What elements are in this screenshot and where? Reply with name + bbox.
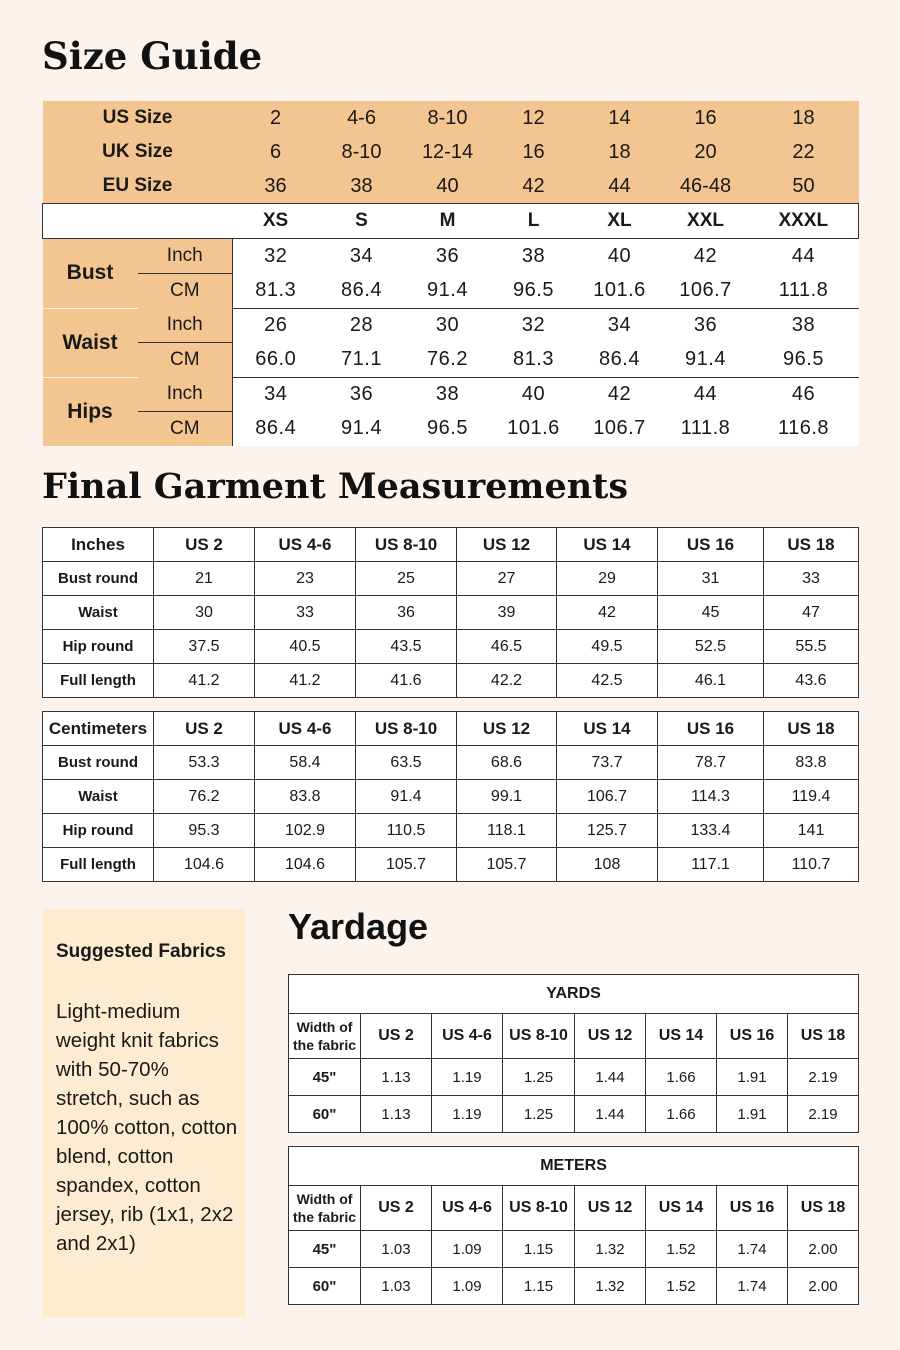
letter-size: S xyxy=(319,204,405,239)
table-cell: 1.52 xyxy=(646,1268,717,1305)
table-cell: 39 xyxy=(457,596,557,630)
table-cell: 1.15 xyxy=(503,1268,575,1305)
measurement-value: 91.4 xyxy=(663,343,749,378)
table-cell: 1.19 xyxy=(432,1059,503,1096)
table-cell: 119.4 xyxy=(764,780,859,814)
measurement-name: Hips xyxy=(43,377,138,446)
table-cell: 30 xyxy=(154,596,255,630)
column-header: US 18 xyxy=(764,528,859,562)
measurement-value: 76.2 xyxy=(405,343,491,378)
table-cell: 99.1 xyxy=(457,780,557,814)
table-cell: 43.6 xyxy=(764,664,859,698)
table-cell: 105.7 xyxy=(356,848,457,882)
table-row xyxy=(43,746,859,780)
measurement-value: 32 xyxy=(233,239,319,274)
measurement-value: 96.5 xyxy=(405,412,491,447)
table-cell: 43.5 xyxy=(356,630,457,664)
table-cell: 83.8 xyxy=(764,746,859,780)
measurement-row xyxy=(43,343,859,378)
column-header: US 8-10 xyxy=(503,1186,575,1231)
size-value: 14 xyxy=(577,101,663,135)
table-cell: 68.6 xyxy=(457,746,557,780)
measurement-value: 86.4 xyxy=(577,343,663,378)
column-header: US 4-6 xyxy=(255,712,356,746)
measurement-value: 36 xyxy=(319,377,405,412)
table-cell: 25 xyxy=(356,562,457,596)
unit-header: Centimeters xyxy=(43,712,154,746)
row-label: Bust round xyxy=(43,746,154,780)
measurement-value: 106.7 xyxy=(663,274,749,309)
table-caption: METERS xyxy=(289,1147,859,1186)
row-label: 60" xyxy=(289,1096,361,1133)
table-cell: 1.19 xyxy=(432,1096,503,1133)
table-cell: 42 xyxy=(557,596,658,630)
row-label: Bust round xyxy=(43,562,154,596)
size-value: 46-48 xyxy=(663,169,749,204)
size-value: 42 xyxy=(491,169,577,204)
garment-centimeters-table xyxy=(42,711,859,882)
table-cell: 73.7 xyxy=(557,746,658,780)
table-cell: 55.5 xyxy=(764,630,859,664)
row-label: Full length xyxy=(43,664,154,698)
letter-size: M xyxy=(405,204,491,239)
column-header: US 14 xyxy=(646,1014,717,1059)
table-cell: 1.09 xyxy=(432,1268,503,1305)
table-row xyxy=(289,1096,859,1133)
table-cell: 106.7 xyxy=(557,780,658,814)
size-value: 18 xyxy=(749,101,859,135)
size-value: 40 xyxy=(405,169,491,204)
measurement-value: 111.8 xyxy=(749,274,859,309)
row-label: Hip round xyxy=(43,814,154,848)
measurement-value: 44 xyxy=(663,377,749,412)
measurement-value: 66.0 xyxy=(233,343,319,378)
measurement-value: 38 xyxy=(491,239,577,274)
size-value: 16 xyxy=(491,135,577,169)
measurement-value: 116.8 xyxy=(749,412,859,447)
column-header: US 14 xyxy=(557,712,658,746)
measurement-value: 111.8 xyxy=(663,412,749,447)
letter-size: XL xyxy=(577,204,663,239)
size-value: 8-10 xyxy=(405,101,491,135)
measurement-value: 34 xyxy=(577,308,663,343)
table-cell: 21 xyxy=(154,562,255,596)
table-cell: 1.66 xyxy=(646,1059,717,1096)
row-label: 60" xyxy=(289,1268,361,1305)
table-cell: 1.52 xyxy=(646,1231,717,1268)
row-label: 45" xyxy=(289,1231,361,1268)
letter-size-row xyxy=(43,204,859,239)
letter-size: XS xyxy=(233,204,319,239)
size-value: 4-6 xyxy=(319,101,405,135)
column-header: US 16 xyxy=(658,528,764,562)
table-cell: 117.1 xyxy=(658,848,764,882)
table-cell: 110.5 xyxy=(356,814,457,848)
table-cell: 1.91 xyxy=(717,1059,788,1096)
row-label: 45" xyxy=(289,1059,361,1096)
table-cell: 47 xyxy=(764,596,859,630)
size-value: 22 xyxy=(749,135,859,169)
measurement-value: 36 xyxy=(405,239,491,274)
table-header-row xyxy=(43,528,859,562)
table-cell: 1.44 xyxy=(575,1059,646,1096)
row-label: Waist xyxy=(43,780,154,814)
table-cell: 53.3 xyxy=(154,746,255,780)
measurement-value: 106.7 xyxy=(577,412,663,447)
size-system-label: US Size xyxy=(43,101,233,135)
unit-header: Inches xyxy=(43,528,154,562)
table-cell: 1.13 xyxy=(361,1059,432,1096)
table-cell: 36 xyxy=(356,596,457,630)
table-row xyxy=(43,780,859,814)
size-value: 38 xyxy=(319,169,405,204)
measurement-value: 40 xyxy=(491,377,577,412)
yardage-yards-table xyxy=(288,974,859,1133)
table-cell: 91.4 xyxy=(356,780,457,814)
table-cell: 83.8 xyxy=(255,780,356,814)
column-header: US 8-10 xyxy=(356,528,457,562)
measurement-value: 46 xyxy=(749,377,859,412)
yardage-meters-table xyxy=(288,1146,859,1305)
table-row xyxy=(43,664,859,698)
table-caption: YARDS xyxy=(289,975,859,1014)
measurement-value: 96.5 xyxy=(749,343,859,378)
unit-label: CM xyxy=(138,343,233,378)
column-header: US 16 xyxy=(658,712,764,746)
measurement-value: 34 xyxy=(233,377,319,412)
measurement-row xyxy=(43,377,859,412)
column-header: US 8-10 xyxy=(356,712,457,746)
measurement-value: 81.3 xyxy=(233,274,319,309)
table-cell: 125.7 xyxy=(557,814,658,848)
table-cell: 1.03 xyxy=(361,1268,432,1305)
measurement-value: 91.4 xyxy=(405,274,491,309)
table-cell: 2.00 xyxy=(788,1231,859,1268)
table-header-row xyxy=(43,712,859,746)
table-cell: 1.03 xyxy=(361,1231,432,1268)
table-header-row xyxy=(289,1014,859,1059)
letter-size: XXL xyxy=(663,204,749,239)
table-cell: 33 xyxy=(764,562,859,596)
table-caption-row xyxy=(289,975,859,1014)
yardage-title: Yardage xyxy=(288,906,429,947)
table-cell: 1.66 xyxy=(646,1096,717,1133)
column-header: US 18 xyxy=(788,1186,859,1231)
table-cell: 1.13 xyxy=(361,1096,432,1133)
table-row xyxy=(289,1059,859,1096)
table-cell: 46.1 xyxy=(658,664,764,698)
measurement-row xyxy=(43,412,859,447)
table-cell: 1.09 xyxy=(432,1231,503,1268)
unit-label: Inch xyxy=(138,377,233,412)
measurement-value: 28 xyxy=(319,308,405,343)
size-system-label: UK Size xyxy=(43,135,233,169)
size-value: 12 xyxy=(491,101,577,135)
column-header: US 4-6 xyxy=(432,1186,503,1231)
table-cell: 31 xyxy=(658,562,764,596)
measurement-row xyxy=(43,308,859,343)
table-cell: 41.6 xyxy=(356,664,457,698)
table-cell: 41.2 xyxy=(154,664,255,698)
size-value: 36 xyxy=(233,169,319,204)
table-cell: 27 xyxy=(457,562,557,596)
row-label: Full length xyxy=(43,848,154,882)
table-cell: 1.74 xyxy=(717,1268,788,1305)
size-value: 16 xyxy=(663,101,749,135)
unit-label: CM xyxy=(138,412,233,447)
width-of-fabric-header: Width of the fabric xyxy=(289,1014,361,1059)
column-header: US 8-10 xyxy=(503,1014,575,1059)
table-row xyxy=(43,596,859,630)
column-header: US 12 xyxy=(575,1014,646,1059)
column-header: US 2 xyxy=(154,712,255,746)
suggested-fabrics-text: Light-medium weight knit fabrics with 50-70% stretch, such as 100% cotton, cotton blend, cotton spandex, cotton jersey, rib (1x1, 2x2 and 2x1) xyxy=(56,1000,238,1255)
table-cell: 2.19 xyxy=(788,1096,859,1133)
table-cell: 46.5 xyxy=(457,630,557,664)
table-cell: 95.3 xyxy=(154,814,255,848)
table-cell: 108 xyxy=(557,848,658,882)
measurement-row xyxy=(43,239,859,274)
table-cell: 104.6 xyxy=(154,848,255,882)
measurement-value: 86.4 xyxy=(319,274,405,309)
unit-label: Inch xyxy=(138,239,233,274)
table-cell: 76.2 xyxy=(154,780,255,814)
size-guide-table xyxy=(42,101,859,446)
column-header: US 2 xyxy=(361,1014,432,1059)
measurement-value: 44 xyxy=(749,239,859,274)
table-cell: 40.5 xyxy=(255,630,356,664)
column-header: US 4-6 xyxy=(255,528,356,562)
measurement-value: 86.4 xyxy=(233,412,319,447)
measurement-value: 38 xyxy=(405,377,491,412)
table-cell: 63.5 xyxy=(356,746,457,780)
table-cell: 1.32 xyxy=(575,1268,646,1305)
size-value: 12-14 xyxy=(405,135,491,169)
column-header: US 2 xyxy=(154,528,255,562)
table-cell: 42.5 xyxy=(557,664,658,698)
table-row xyxy=(289,1268,859,1305)
measurement-value: 32 xyxy=(491,308,577,343)
column-header: US 12 xyxy=(575,1186,646,1231)
column-header: US 18 xyxy=(764,712,859,746)
measurement-value: 71.1 xyxy=(319,343,405,378)
measurement-value: 38 xyxy=(749,308,859,343)
table-caption-row xyxy=(289,1147,859,1186)
measurement-row xyxy=(43,274,859,309)
size-row xyxy=(43,101,859,135)
table-cell: 114.3 xyxy=(658,780,764,814)
measurement-value: 36 xyxy=(663,308,749,343)
table-cell: 78.7 xyxy=(658,746,764,780)
table-cell: 102.9 xyxy=(255,814,356,848)
size-value: 6 xyxy=(233,135,319,169)
unit-label: CM xyxy=(138,274,233,309)
table-cell: 42.2 xyxy=(457,664,557,698)
size-value: 50 xyxy=(749,169,859,204)
suggested-fabrics-title: Suggested Fabrics xyxy=(56,941,226,962)
measurement-value: 91.4 xyxy=(319,412,405,447)
table-cell: 58.4 xyxy=(255,746,356,780)
table-cell: 110.7 xyxy=(764,848,859,882)
column-header: US 14 xyxy=(557,528,658,562)
size-value: 8-10 xyxy=(319,135,405,169)
measurement-value: 96.5 xyxy=(491,274,577,309)
measurement-value: 42 xyxy=(663,239,749,274)
measurement-name: Waist xyxy=(43,308,138,377)
row-label: Waist xyxy=(43,596,154,630)
column-header: US 12 xyxy=(457,712,557,746)
letter-size-blank xyxy=(43,204,233,239)
measurement-value: 81.3 xyxy=(491,343,577,378)
measurement-value: 34 xyxy=(319,239,405,274)
table-cell: 1.32 xyxy=(575,1231,646,1268)
measurement-value: 101.6 xyxy=(577,274,663,309)
table-cell: 141 xyxy=(764,814,859,848)
size-value: 20 xyxy=(663,135,749,169)
table-cell: 104.6 xyxy=(255,848,356,882)
table-cell: 45 xyxy=(658,596,764,630)
table-cell: 37.5 xyxy=(154,630,255,664)
size-value: 2 xyxy=(233,101,319,135)
measurement-name: Bust xyxy=(43,239,138,309)
column-header: US 2 xyxy=(361,1186,432,1231)
letter-size: XXXL xyxy=(749,204,859,239)
column-header: US 12 xyxy=(457,528,557,562)
table-cell: 118.1 xyxy=(457,814,557,848)
table-cell: 1.25 xyxy=(503,1059,575,1096)
column-header: US 16 xyxy=(717,1014,788,1059)
table-row xyxy=(43,814,859,848)
unit-label: Inch xyxy=(138,308,233,343)
garment-measurements-title: Final Garment Measurements xyxy=(42,466,629,507)
measurement-value: 42 xyxy=(577,377,663,412)
measurement-value: 101.6 xyxy=(491,412,577,447)
table-row xyxy=(43,630,859,664)
suggested-fabrics-panel xyxy=(42,909,246,1317)
table-row xyxy=(289,1231,859,1268)
table-cell: 105.7 xyxy=(457,848,557,882)
size-value: 18 xyxy=(577,135,663,169)
table-header-row xyxy=(289,1186,859,1231)
measurement-value: 26 xyxy=(233,308,319,343)
table-cell: 52.5 xyxy=(658,630,764,664)
table-cell: 1.25 xyxy=(503,1096,575,1133)
table-cell: 1.91 xyxy=(717,1096,788,1133)
table-cell: 49.5 xyxy=(557,630,658,664)
table-cell: 1.15 xyxy=(503,1231,575,1268)
table-cell: 1.44 xyxy=(575,1096,646,1133)
column-header: US 4-6 xyxy=(432,1014,503,1059)
table-cell: 29 xyxy=(557,562,658,596)
measurement-value: 40 xyxy=(577,239,663,274)
table-cell: 1.74 xyxy=(717,1231,788,1268)
table-row xyxy=(43,562,859,596)
column-header: US 14 xyxy=(646,1186,717,1231)
size-system-label: EU Size xyxy=(43,169,233,204)
measurement-value: 30 xyxy=(405,308,491,343)
table-cell: 41.2 xyxy=(255,664,356,698)
garment-inches-table xyxy=(42,527,859,698)
size-row xyxy=(43,169,859,204)
table-cell: 23 xyxy=(255,562,356,596)
column-header: US 18 xyxy=(788,1014,859,1059)
table-row xyxy=(43,848,859,882)
table-cell: 133.4 xyxy=(658,814,764,848)
width-of-fabric-header: Width of the fabric xyxy=(289,1186,361,1231)
size-row xyxy=(43,135,859,169)
column-header: US 16 xyxy=(717,1186,788,1231)
table-cell: 2.00 xyxy=(788,1268,859,1305)
letter-size: L xyxy=(491,204,577,239)
table-cell: 33 xyxy=(255,596,356,630)
size-value: 44 xyxy=(577,169,663,204)
size-guide-title: Size Guide xyxy=(42,34,263,78)
table-cell: 2.19 xyxy=(788,1059,859,1096)
row-label: Hip round xyxy=(43,630,154,664)
